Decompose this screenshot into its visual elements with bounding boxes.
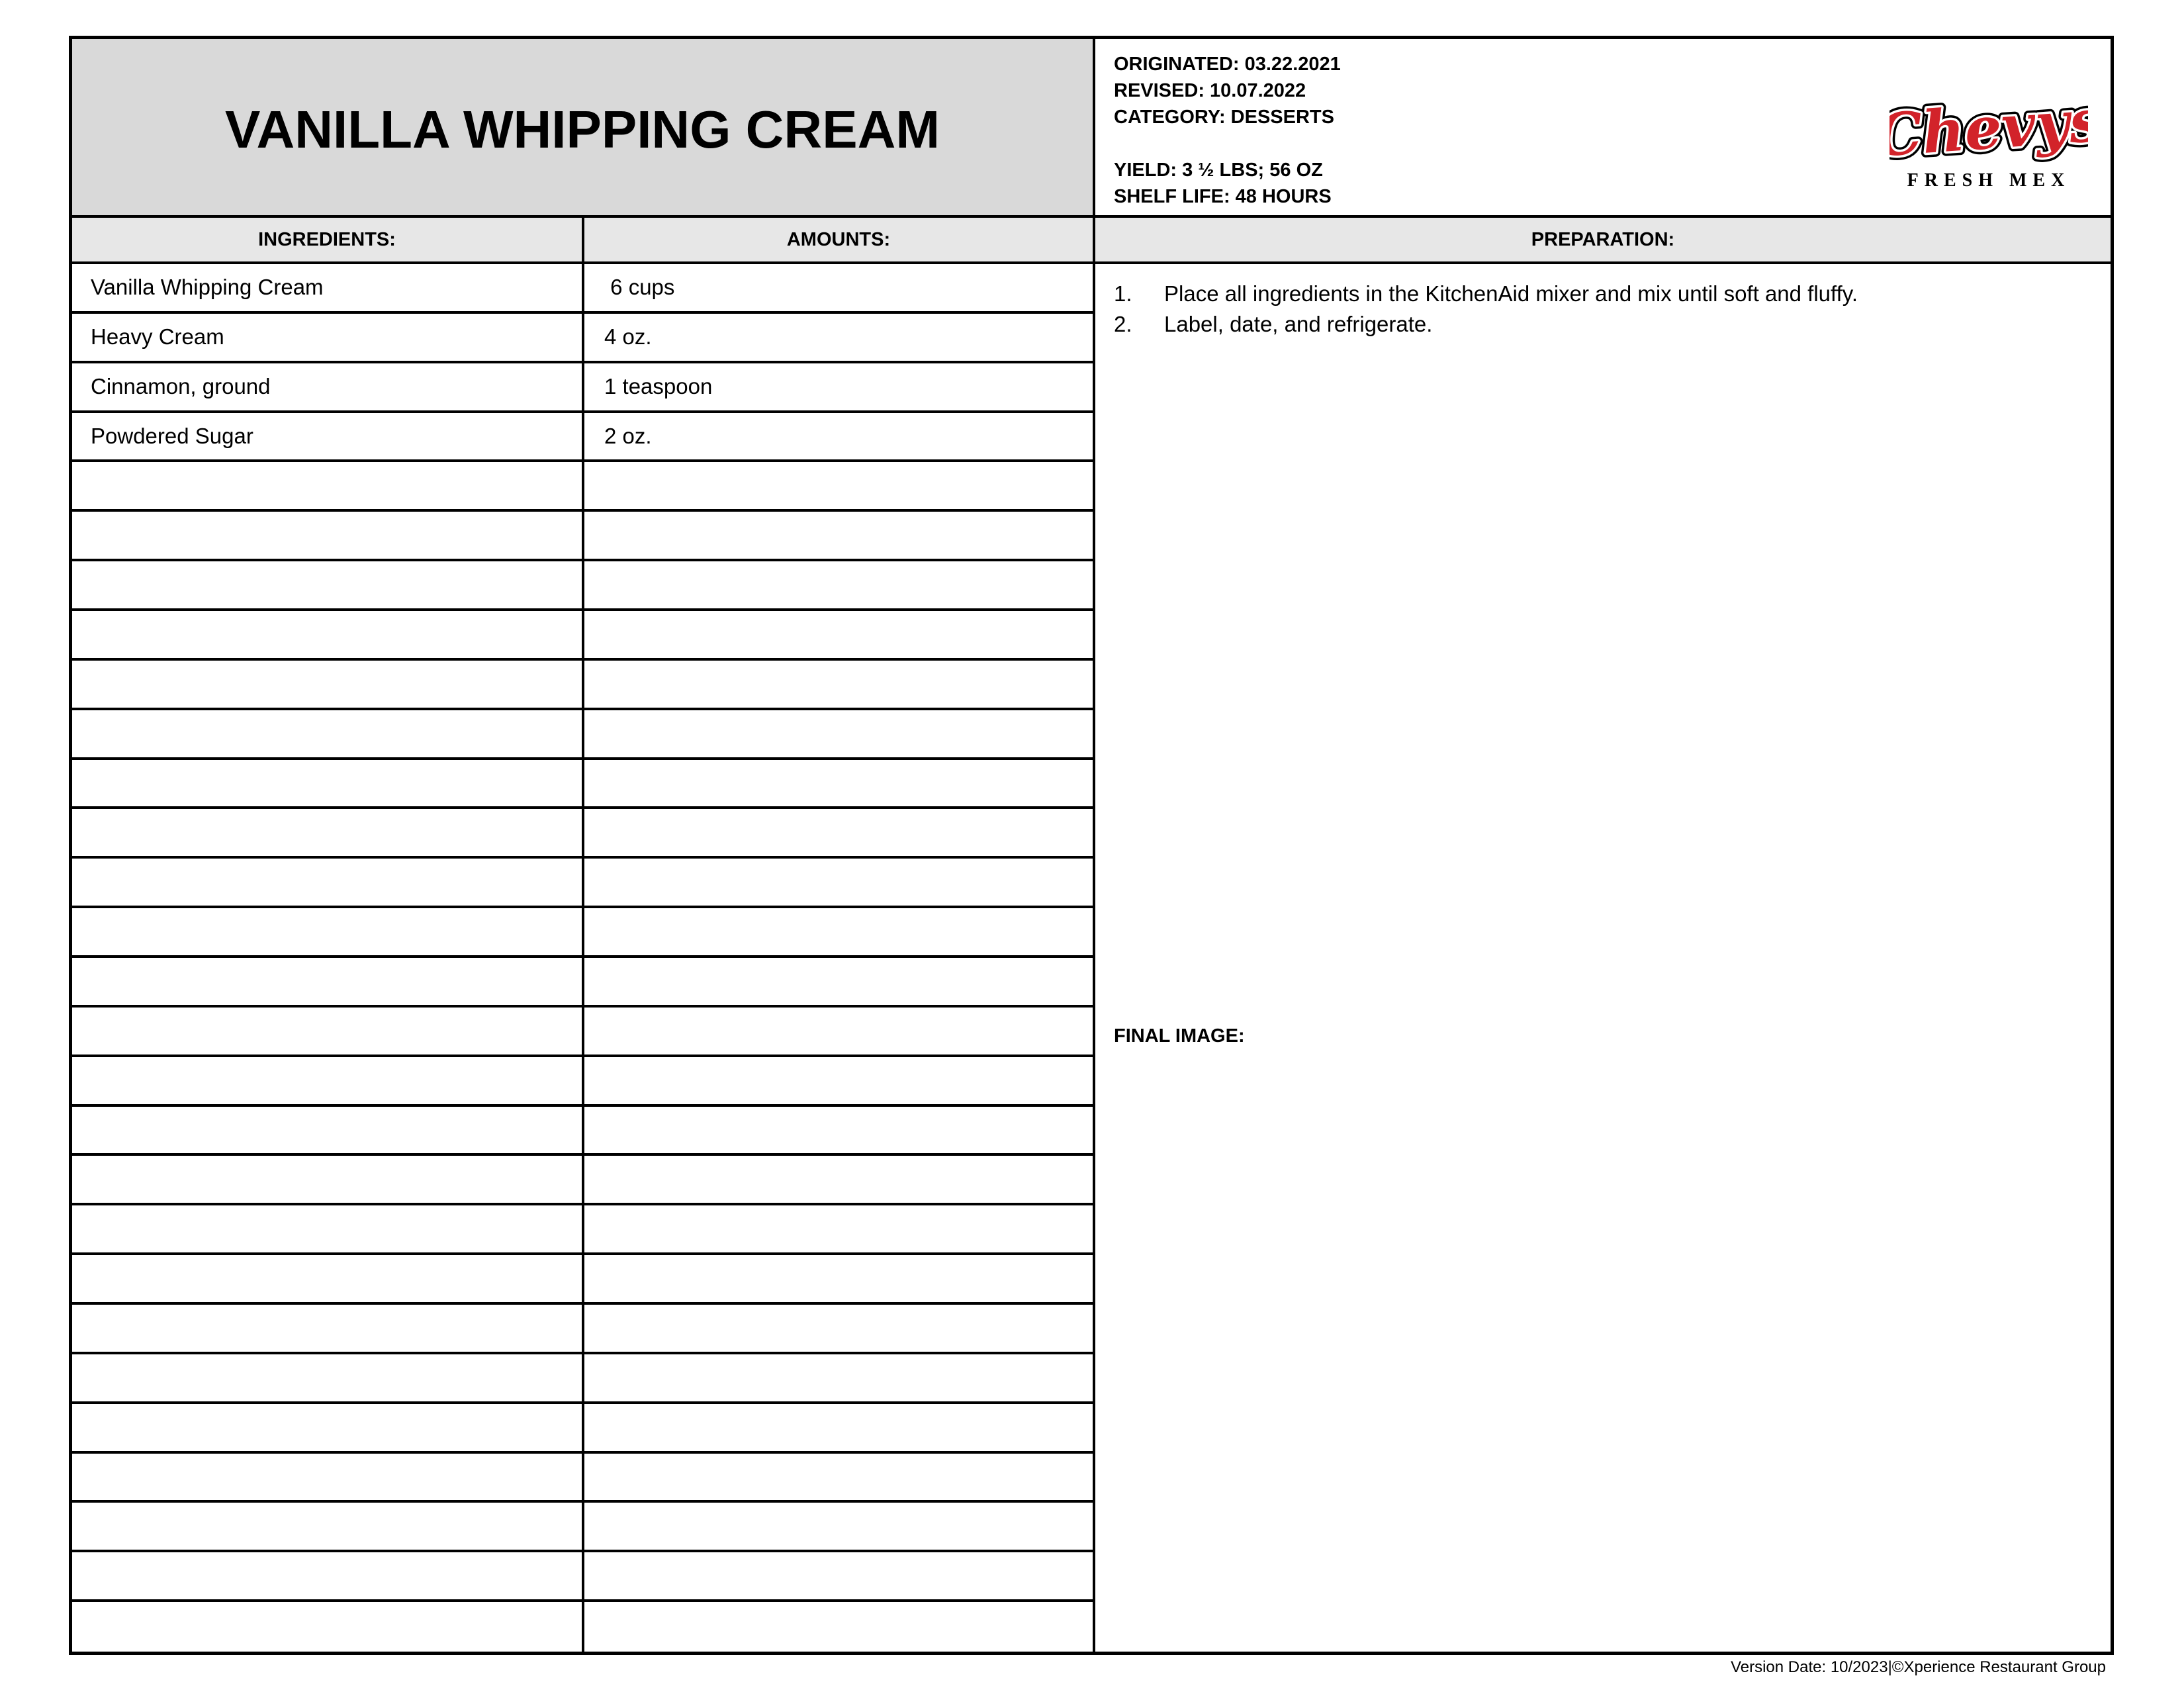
table-row	[72, 661, 1093, 710]
ingredient-name: Cinnamon, ground	[72, 363, 584, 410]
ingredient-amount: 6 cups	[604, 275, 675, 300]
table-row	[72, 859, 1093, 908]
table-row	[72, 958, 1093, 1008]
ingredient-amount	[584, 661, 1093, 708]
step-number: 1.	[1114, 281, 1132, 306]
ingredient-amount	[584, 1503, 1093, 1550]
ingredient-name	[72, 859, 584, 906]
recipe-meta	[1095, 39, 2111, 218]
table-row	[72, 710, 1093, 760]
table-row	[72, 760, 1093, 810]
recipe-card	[69, 36, 2114, 1655]
ingredient-amount	[584, 1602, 1093, 1652]
table-row	[72, 1305, 1093, 1354]
ingredient-amount	[584, 561, 1093, 608]
ingredient-name	[72, 1503, 584, 1550]
ingredient-name	[72, 809, 584, 856]
ingredient-amount	[584, 1205, 1093, 1252]
footer-version: Version Date: 10/2023|©Xperience Restaurant Group	[1731, 1658, 2106, 1676]
final-image-label: FINAL IMAGE:	[1114, 1025, 1245, 1047]
table-row	[72, 1454, 1093, 1503]
ingredient-name	[72, 1552, 584, 1599]
preparation-step	[1114, 279, 2111, 309]
ingredient-name	[72, 512, 584, 559]
ingredient-name	[72, 1057, 584, 1104]
table-row	[72, 1008, 1093, 1057]
ingredient-amount	[584, 1552, 1093, 1599]
ingredient-amount: 2 oz.	[604, 423, 652, 448]
ingredient-amount	[584, 1255, 1093, 1302]
table-row	[72, 1404, 1093, 1454]
table-row	[72, 908, 1093, 958]
ingredient-name: Vanilla Whipping Cream	[72, 264, 584, 311]
ingredient-amount: 4 oz.	[604, 324, 652, 350]
table-row	[72, 1205, 1093, 1255]
table-row	[72, 264, 1093, 314]
ingredient-amount: 1 teaspoon	[604, 374, 713, 399]
ingredient-name	[72, 1156, 584, 1203]
ingredient-name	[72, 908, 584, 955]
ingredient-amount	[584, 809, 1093, 856]
ingredient-amount	[584, 1454, 1093, 1501]
ingredient-amount	[584, 710, 1093, 757]
ingredient-name: Powdered Sugar	[72, 413, 584, 460]
svg-text:Chevys: Chevys	[1889, 85, 2088, 170]
ingredient-amount	[584, 1404, 1093, 1451]
table-row	[72, 1057, 1093, 1107]
originated-date: ORIGINATED: 03.22.2021	[1114, 54, 1341, 75]
ingredient-name	[72, 1404, 584, 1451]
shelf-life: SHELF LIFE: 48 HOURS	[1114, 186, 1332, 207]
table-row	[72, 1107, 1093, 1156]
ingredient-name	[72, 611, 584, 658]
ingredients-header: INGREDIENTS:	[72, 218, 584, 264]
ingredient-name	[72, 462, 584, 509]
ingredient-name	[72, 1354, 584, 1401]
preparation-steps	[1114, 279, 2111, 340]
table-row	[72, 611, 1093, 661]
ingredient-name	[72, 1107, 584, 1154]
ingredient-amount	[584, 512, 1093, 559]
ingredient-amount	[584, 1305, 1093, 1352]
ingredient-name	[72, 1255, 584, 1302]
svg-text:FRESH MEX: FRESH MEX	[1907, 170, 2071, 191]
ingredient-name	[72, 710, 584, 757]
table-row	[72, 314, 1093, 363]
amounts-header: AMOUNTS:	[584, 218, 1095, 264]
table-row	[72, 809, 1093, 859]
svg-text:Chevys: Chevys	[1889, 85, 2088, 170]
preparation-section	[1095, 264, 2111, 1652]
ingredient-name	[72, 1305, 584, 1352]
step-number: 2.	[1114, 312, 1132, 336]
table-row	[72, 561, 1093, 611]
ingredient-name: Heavy Cream	[72, 314, 584, 361]
step-text: Place all ingredients in the KitchenAid mixer and mix until soft and fluffy.	[1164, 281, 1858, 306]
title-box	[72, 39, 1095, 218]
category: CATEGORY: DESSERTS	[1114, 107, 1334, 128]
ingredient-name	[72, 661, 584, 708]
ingredient-name	[72, 958, 584, 1005]
table-row	[72, 413, 1093, 463]
ingredient-amount	[584, 958, 1093, 1005]
table-row	[72, 512, 1093, 561]
ingredient-name	[72, 1205, 584, 1252]
ingredient-amount	[584, 1354, 1093, 1401]
ingredients-table	[72, 264, 1095, 1652]
ingredient-amount	[584, 611, 1093, 658]
ingredient-amount	[584, 462, 1093, 509]
ingredient-name	[72, 1602, 584, 1652]
recipe-title: VANILLA WHIPPING CREAM	[225, 100, 940, 159]
table-row	[72, 1552, 1093, 1602]
ingredient-name	[72, 1008, 584, 1055]
table-row	[72, 1354, 1093, 1404]
table-row	[72, 462, 1093, 512]
ingredient-name	[72, 561, 584, 608]
ingredient-amount	[584, 859, 1093, 906]
ingredient-amount	[584, 1008, 1093, 1055]
table-row	[72, 1156, 1093, 1205]
ingredient-amount	[584, 1107, 1093, 1154]
ingredient-amount	[584, 760, 1093, 807]
ingredient-amount	[584, 1057, 1093, 1104]
table-row	[72, 1503, 1093, 1552]
table-row	[72, 1255, 1093, 1305]
chevys-logo	[1889, 66, 2088, 198]
preparation-header: PREPARATION:	[1095, 218, 2111, 264]
svg-text:Chevys: Chevys	[1889, 85, 2088, 170]
preparation-step	[1114, 309, 2111, 340]
table-row	[72, 1602, 1093, 1652]
ingredient-name	[72, 760, 584, 807]
table-row	[72, 363, 1093, 413]
yield: YIELD: 3 ½ LBS; 56 OZ	[1114, 160, 1323, 181]
ingredient-name	[72, 1454, 584, 1501]
step-text: Label, date, and refrigerate.	[1164, 312, 1433, 336]
ingredient-amount	[584, 1156, 1093, 1203]
revised-date: REVISED: 10.07.2022	[1114, 80, 1306, 101]
ingredient-amount	[584, 908, 1093, 955]
